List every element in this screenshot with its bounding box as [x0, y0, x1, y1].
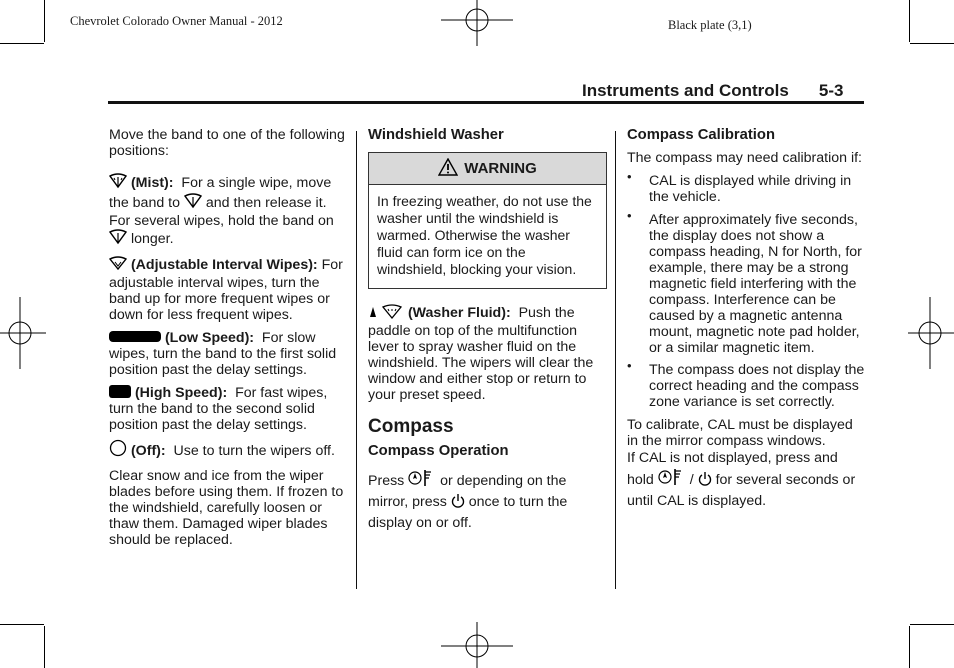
page-number: 5-3	[818, 81, 844, 100]
mist-wiper-icon	[109, 173, 127, 193]
column-2	[368, 127, 606, 533]
compass-operation-paragraph	[368, 469, 606, 533]
mist-text-a: For a single wipe, move the band to	[109, 175, 332, 211]
mist-text-b: and then release it. For several wipes, hold the band on	[109, 195, 334, 229]
off-paragraph	[109, 439, 349, 461]
off-label: (Off):	[130, 443, 166, 459]
high-speed-icon	[109, 385, 131, 398]
warning-box	[368, 152, 607, 289]
registration-mark-left	[0, 297, 46, 369]
off-text: Use to turn the wipers off.	[173, 443, 335, 459]
hold-text-b: for several seconds or until CAL is displayed.	[627, 472, 856, 509]
low-speed-paragraph	[109, 330, 349, 378]
low-speed-text: For slow wipes, turn the band to the first solid position past the delay settings.	[109, 330, 337, 378]
manual-title: Chevrolet Colorado Owner Manual - 2012	[70, 14, 283, 28]
compass-op-text-c: once to turn the display on or off.	[368, 494, 568, 531]
list-item: • CAL is displayed while driving in the vehicle.	[627, 173, 867, 205]
calibration-bullets	[627, 173, 867, 410]
plate-label: Black plate (3,1)	[668, 18, 752, 32]
off-circle-icon	[109, 439, 127, 461]
calibration-heading: Compass Calibration	[627, 127, 775, 143]
mist-wiper-icon-inline	[184, 193, 202, 213]
washer-label: (Washer Fluid):	[407, 305, 511, 321]
compass-op-text-a: Press	[368, 473, 405, 489]
high-speed-label: (High Speed):	[134, 385, 228, 401]
mist-paragraph	[109, 173, 349, 249]
column-divider-2	[615, 131, 616, 589]
header-rule	[108, 101, 864, 104]
mist-label: (Mist):	[130, 175, 174, 191]
calibrate-text: To calibrate, CAL must be displayed in the mirror compass windows.	[627, 417, 853, 449]
hold-text-a: If CAL is not displayed, press and hold	[627, 450, 838, 488]
list-item: • After approximately five seconds, the display does not show a compass heading, N for North, for example, there may be a strong magnetic field interfering with the compass. Interference can be caused by a magnetic antenna mount, magnetic note pad holder, or a similar magnetic item.	[627, 212, 867, 356]
compass-button-icon	[408, 469, 436, 493]
high-speed-paragraph	[109, 385, 349, 433]
section-title: Instruments and Controls	[582, 81, 789, 100]
hold-paragraph	[627, 449, 867, 511]
warning-triangle-icon	[438, 158, 458, 180]
calibration-intro: The compass may need calibration if:	[627, 150, 862, 166]
warning-title: WARNING	[464, 159, 537, 177]
list-item: • The compass does not display the correct heading and the compass zone variance is set correctly.	[627, 362, 867, 410]
adjustable-label: (Adjustable Interval Wipes):	[130, 257, 318, 273]
compass-button-icon-2	[658, 468, 686, 492]
compass-operation-heading: Compass Operation	[368, 443, 509, 459]
column-1	[109, 127, 349, 548]
intro-text: Move the band to one of the following positions:	[109, 127, 345, 159]
clear-snow-paragraph: Clear snow and ice from the wiper blades before using them. If frozen to the windshield, carefully loosen or thaw them. Damaged wiper blades should be replaced.	[109, 468, 344, 548]
warning-header	[369, 153, 606, 185]
washer-fluid-icon	[368, 303, 404, 323]
registration-mark-right	[908, 297, 954, 369]
interval-wiper-icon	[109, 256, 127, 275]
mist-wiper-icon-inline-2	[109, 229, 127, 249]
compass-op-text-b: or depending on the mirror, press	[368, 473, 567, 510]
power-icon	[451, 493, 465, 514]
registration-mark-bottom	[441, 622, 513, 668]
power-icon-2	[698, 471, 712, 492]
mist-text-c: longer.	[130, 231, 174, 247]
high-speed-text: For fast wipes, turn the band to the second solid position past the delay settings.	[109, 385, 328, 433]
low-speed-label: (Low Speed):	[164, 330, 255, 346]
adjustable-paragraph	[109, 256, 349, 323]
section-header	[582, 81, 843, 101]
registration-mark-top	[441, 0, 513, 46]
adjustable-text: For adjustable interval wipes, turn the band up for more frequent wipes or down for less frequent wipes.	[109, 257, 343, 323]
warning-text: In freezing weather, do not use the washer until the windshield is warmed. Otherwise the washer fluid can form ice on the windshield, blocking your vision.	[377, 193, 592, 277]
washer-text: Push the paddle on top of the multifunction lever to spray washer fluid on the windshield. The wipers will clear the window and either stop or return to your preset speed.	[368, 305, 594, 403]
washer-paragraph	[368, 303, 606, 403]
column-3	[627, 127, 867, 511]
washer-heading: Windshield Washer	[368, 127, 504, 143]
compass-heading: Compass	[368, 416, 454, 437]
column-divider-1	[356, 131, 357, 589]
hold-separator: /	[689, 472, 694, 488]
low-speed-icon	[109, 331, 161, 342]
